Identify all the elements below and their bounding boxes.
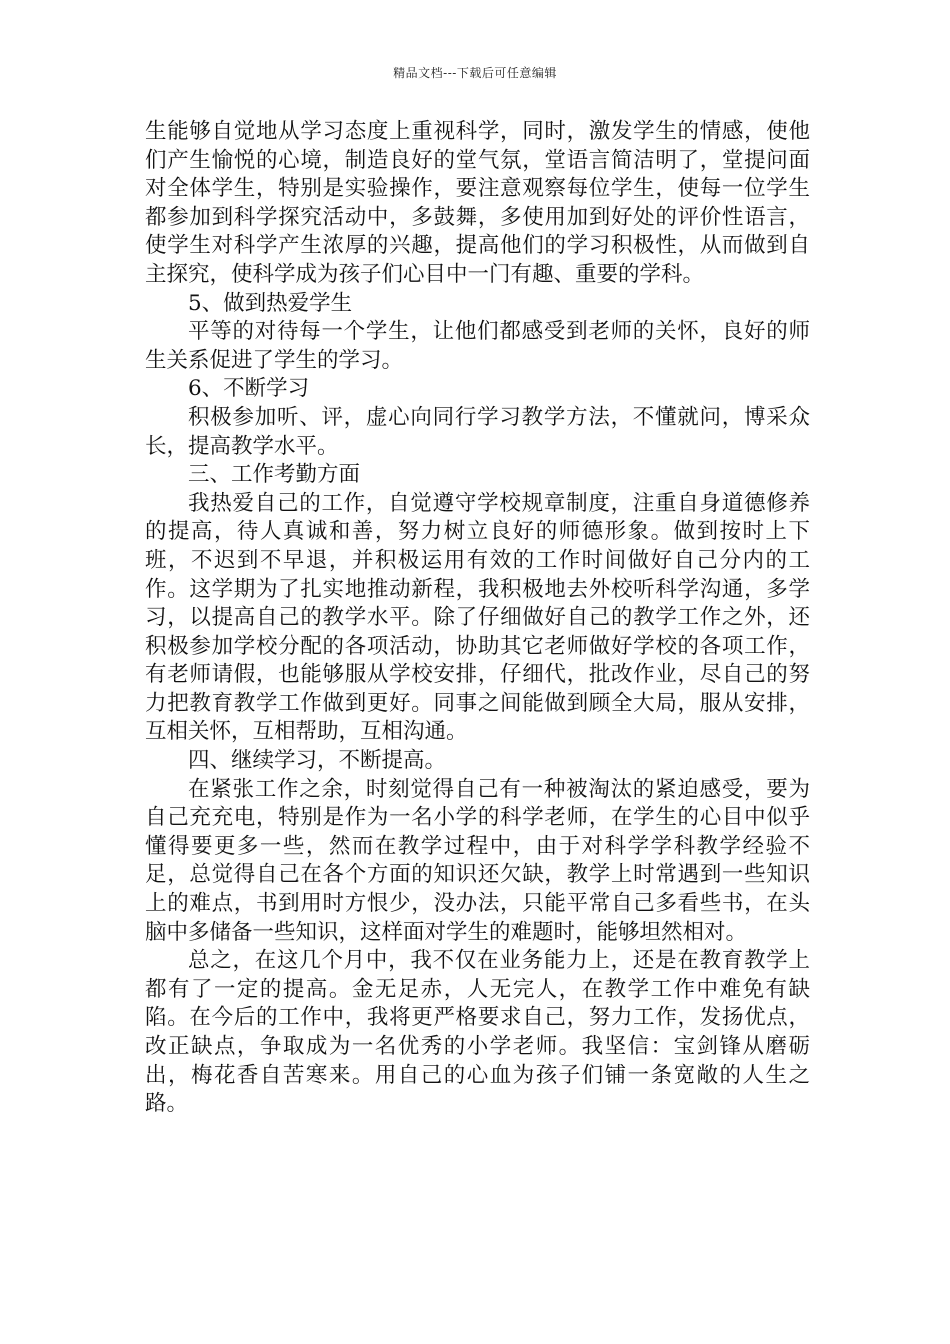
section-heading-keep-learning: 6、不断学习 xyxy=(188,376,310,402)
section-heading-attendance: 三、工作考勤方面 xyxy=(188,462,361,488)
paragraph-love-students: 平等的对待每一个学生，让他们都感受到老师的关怀，良好的师生关系促进了学生的学习。 xyxy=(145,319,810,373)
paragraph-summary: 总之，在这几个月中，我不仅在业务能力上，还是在教育教学上都有了一定的提高。金无足赤，人无完人，在教学工作中难免有缺陷。在今后的工作中，我将更严格要求自己，努力工作，发扬优点，改正缺点，争取成为一名优秀的小学老师。我坚信：宝剑锋从磨砺出，梅花香自苦寒来。用自己的心血为孩子们铺一条宽敞的人生之路。 xyxy=(145,948,810,1117)
paragraph-continue-study: 在紧张工作之余，时刻觉得自己有一种被淘汰的紧迫感受，要为自己充充电，特别是作为一名小学的科学老师，在学生的心目中似乎懂得要更多一些，然而在教学过程中，由于对科学学科教学经验不足，总觉得自己在各个方面的知识还欠缺，教学上时常遇到一些知识上的难点，书到用时方恨少，没办法，只能平常自己多看些书，在头脑中多储备一些知识，这样面对学生的难题时，能够坦然相对。 xyxy=(145,776,810,945)
section-heading-love-students: 5、做到热爱学生 xyxy=(188,290,353,316)
paragraph-keep-learning: 积极参加听、评，虚心向同行学习教学方法，不懂就问，博采众长，提高教学水平。 xyxy=(145,404,810,459)
page-header: 精品文档---下载后可任意编辑 xyxy=(393,66,557,80)
paragraph-continuation: 生能够自觉地从学习态度上重视科学，同时，激发学生的情感，使他们产生愉悦的心境，制造良好的堂气氛，堂语言简洁明了，堂提问面对全体学生，特别是实验操作，要注意观察每位学生，使每一位学生都参加到科学探究活动中，多鼓舞，多使用加到好处的评价性语言，使学生对科学产生浓厚的兴趣，提高他们的学习积极性，从而做到自主探究，使科学成为孩子们心目中一门有趣、重要的学科。 xyxy=(145,119,810,287)
section-heading-continue-study: 四、继续学习，不断提高。 xyxy=(188,748,447,774)
paragraph-attendance: 我热爱自己的工作，自觉遵守学校规章制度，注重自身道德修养的提高，待人真诚和善，努力树立良好的师德形象。做到按时上下班，不迟到不早退，并积极运用有效的工作时间做好自己分内的工作。这学期为了扎实地推动新程，我积极地去外校听科学沟通，多学习，以提高自己的教学水平。除了仔细做好自己的教学工作之外，还积极参加学校分配的各项活动，协助其它老师做好学校的各项工作，有老师请假，也能够服从学校安排，仔细代，批改作业，尽自己的努力把教育教学工作做到更好。同事之间能做到顾全大局，服从安排，互相关怀，互相帮助，互相沟通。 xyxy=(145,490,810,745)
document-body xyxy=(145,118,810,1119)
